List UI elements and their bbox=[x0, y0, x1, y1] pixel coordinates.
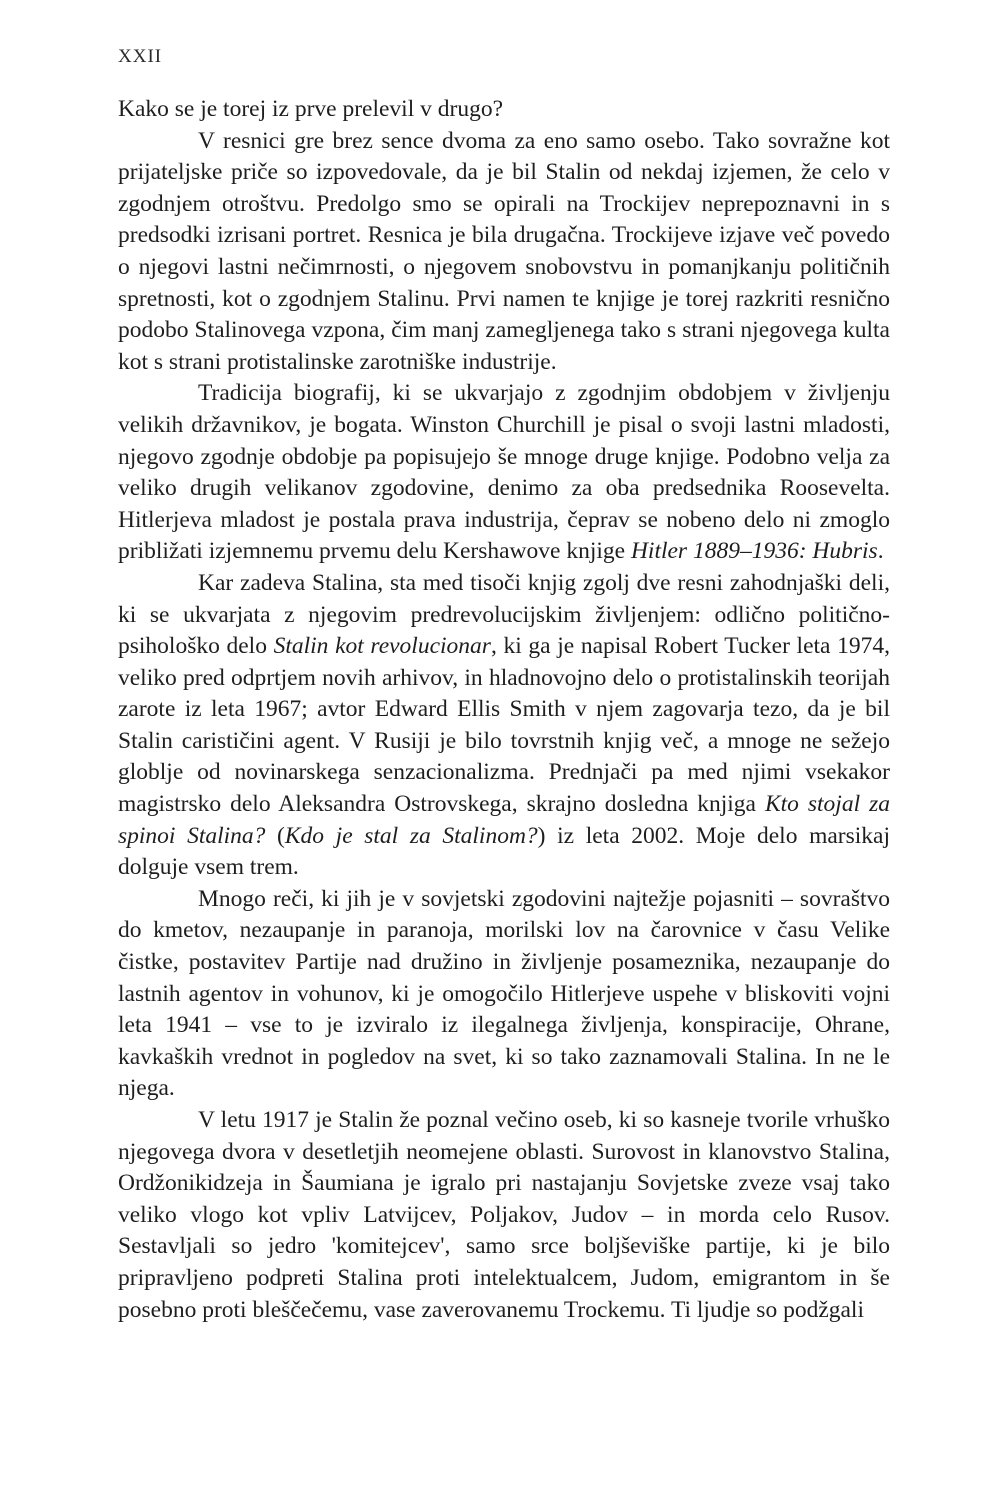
paragraph-text: , ki ga je napisal Robert Tucker leta 1974, veliko pred odprtjem novih arhivov, in hladnovojno delo o protistalinskih teorijah zarote iz leta 1967; avtor Edward Ellis Smith v njem zagovarja tezo, da je bil Stalin carističini agent. V Rusiji je bilo tovrstnih knjig več, a mnoge ne sežejo globlje od novinarskega senzacionalizma. Prednjači pa med njimi vsekakor magistrsko delo Aleksandra Ostrovskega, skrajno dosledna knjiga bbox=[118, 633, 890, 818]
paragraph-text: V resnici gre brez sence dvoma za eno samo osebo. Tako sovražne kot prijateljske priče so izpovedovale, da je bil Stalin od nekdaj izjemen, že celo v zgodnjem otroštvu. Predolgo smo se opirali na Trockijev neprepoznavni in s predsodki izrisani portret. Resnica je bila drugačna. Trockijeve izjave več povedo o njegovi lastni nečimrnosti, o njegovem snobovstvu in pomanjkanju političnih spretnosti, kot o zgodnjem Stalinu. Prvi namen te knjige je torej razkriti resnično podobo Stalinovega vzpona, čim manj zamegljenega tako s strani njegovega kulta kot s strani protistalinske zarotniške industrije. bbox=[118, 127, 890, 375]
paragraph-text: ( bbox=[265, 822, 285, 849]
paragraph-text: Kar zadeva Stalina, sta med tisoči knjig zgolj dve resni zahodnjaški deli, ki se ukvarjata z njegovim predrevolucijskim življenjem: odlično politično-psihološko delo bbox=[118, 569, 890, 660]
italic-title-text: Hitler 1889–1936: Hubris bbox=[630, 538, 878, 565]
paragraph-text: V letu 1917 je Stalin že poznal večino oseb, ki so kasneje tvorile vrhuško njegovega dvora v desetletjih neomejene oblasti. Surovost in klanovstvo Stalina, Ordžonikidzeja in Šaumiana je igralo pri nastajanju Sovjetske zveze vsaj tako veliko vlogo kot vpliv Latvijcev, Poljakov, Judov – in morda celo Rusov. Sestavljali so jedro 'komitejcev', samo srce boljševiške partije, ki je bilo pripravljeno podpreti Stalina proti intelektualcem, Judom, emigrantom in še posebno proti bleščečemu, vase zaverovanemu Trockemu. Ti ljudje so podžgali bbox=[118, 1107, 890, 1323]
paragraph bbox=[118, 884, 890, 1105]
italic-title-text: Kto stojal za spinoi Stalina? bbox=[118, 791, 890, 849]
paragraph-text: Tradicija biografij, ki se ukvarjajo z zgodnjim obdobjem v življenju velikih državnikov, je bogata. Winston Churchill je pisal o svoji lastni mladosti, njegovo zgodnje obdobje pa popisujejo še mnoge druge knjige. Podobno velja za veliko drugih velikanov zgodovine, denimo za oba predsednika Roosevelta. Hitlerjeva mladost je postala prava industrija, čeprav se nobeno delo ni zmoglo približati izjemnemu prvemu delu Kershawove knjige bbox=[118, 380, 890, 565]
paragraph bbox=[118, 1105, 890, 1326]
italic-title-text: Kdo je stal za Stalinom? bbox=[284, 822, 538, 849]
paragraph bbox=[118, 94, 890, 126]
italic-title-text: Stalin kot revolucionar bbox=[273, 633, 491, 660]
body-text bbox=[118, 94, 890, 1326]
paragraph bbox=[118, 126, 890, 379]
book-page bbox=[118, 0, 890, 1501]
page-number: XXII bbox=[118, 46, 163, 67]
paragraph-text: Mnogo reči, ki jih je v sovjetski zgodovini najtežje pojasniti – sovraštvo do kmetov, nezaupanje in paranoja, morilski lov na čarovnice v času Velike čistke, postavitev Partije nad družino in življenje posameznika, nezaupanje do lastnih agentov in vohunov, ki je omogočilo Hitlerjeve uspehe v bliskoviti vojni leta 1941 – vse to je izviralo iz ilegalnega življenja, konspiracije, Ohrane, kavkaških vrednot in pogledov na svet, ki so tako zaznamovali Stalina. In ne le njega. bbox=[118, 885, 890, 1102]
paragraph-text: Kako se je torej iz prve prelevil v drugo? bbox=[118, 96, 503, 122]
paragraph bbox=[118, 378, 890, 568]
paragraph-text: . bbox=[877, 538, 884, 565]
paragraph bbox=[118, 568, 890, 884]
paragraph-text: ) iz leta 2002. Moje delo marsikaj dolguje vsem trem. bbox=[118, 822, 890, 881]
